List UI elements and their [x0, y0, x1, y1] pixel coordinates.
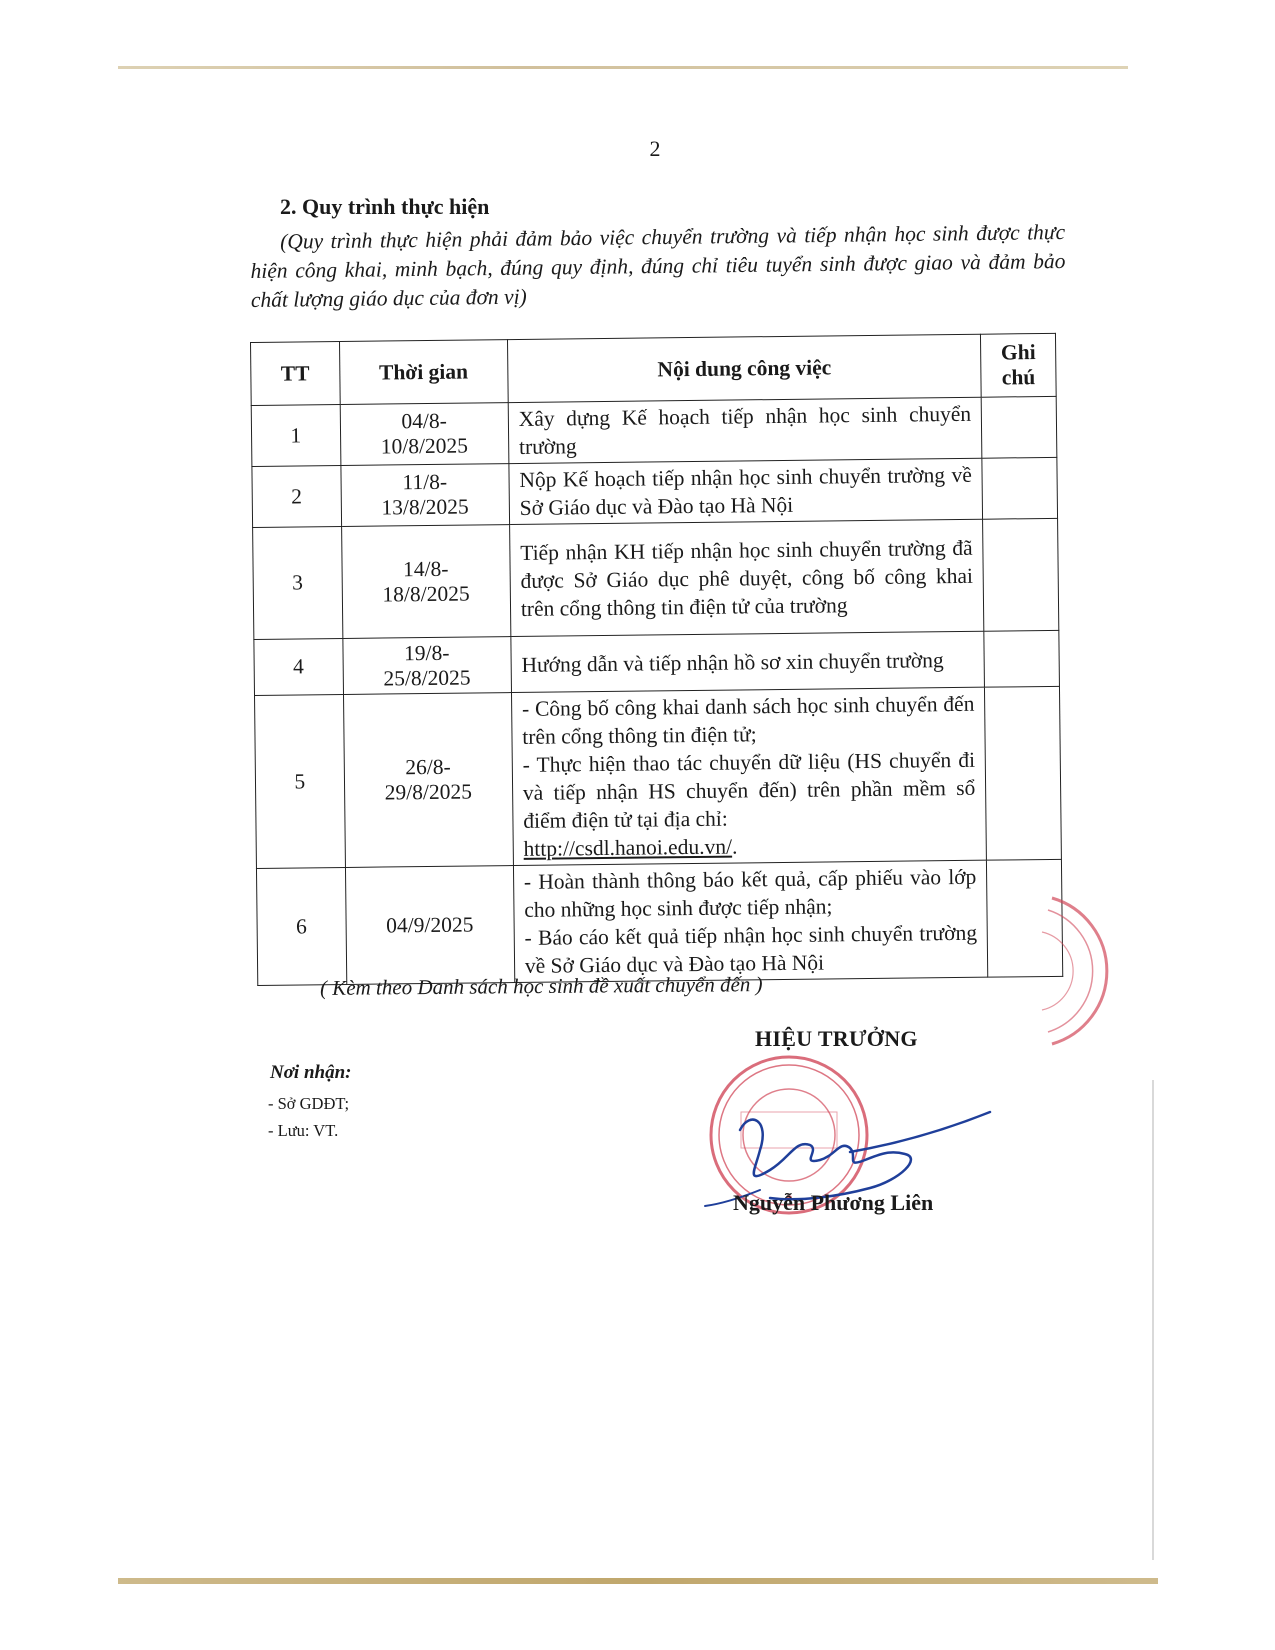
recipient-item: - Lưu: VT.	[268, 1121, 339, 1140]
scan-edge-right	[1152, 1080, 1154, 1560]
cell-tt: 4	[254, 638, 343, 695]
header-time: Thời gian	[339, 340, 508, 405]
header-content: Nội dung công việc	[507, 334, 981, 402]
header-note	[981, 333, 1056, 397]
cell-tt: 3	[253, 526, 343, 639]
table-row	[252, 457, 1058, 527]
side-seal-icon	[1012, 892, 1122, 1052]
table-row	[253, 518, 1059, 639]
table-row	[256, 859, 1062, 985]
address-suffix: .	[731, 834, 738, 859]
table-row	[251, 396, 1057, 466]
time-line2: 29/8/2025	[384, 779, 473, 805]
scan-edge-top	[118, 66, 1128, 69]
address-line	[523, 830, 976, 863]
cell-content: Nộp Kế hoạch tiếp nhận học sinh chuyển trường về Sở Giáo dục và Đào tạo Hà Nội	[509, 458, 983, 524]
time-line2: 10/8/2025	[380, 433, 469, 459]
cell-content	[513, 860, 988, 982]
time-line1: 19/8-	[403, 640, 450, 665]
cell-content: Hướng dẫn và tiếp nhận hồ sơ xin chuyển trường	[511, 631, 985, 692]
cell-note	[983, 518, 1059, 631]
cell-tt: 2	[252, 465, 341, 527]
cell-content: Xây dựng Kế hoạch tiếp nhận học sinh chuyển trường	[508, 397, 982, 463]
page-number: 2	[649, 136, 661, 161]
cell-tt: 5	[255, 694, 345, 868]
table-row	[255, 686, 1062, 868]
content-line: - Thực hiện thao tác chuyển dữ liệu (HS chuyển đi và tiếp nhận HS chuyển đến) trên phần mềm sổ điểm điện tử tại địa chỉ:	[522, 747, 976, 833]
cell-note	[981, 396, 1056, 458]
cell-content	[511, 687, 986, 865]
cell-content: Tiếp nhận KH tiếp nhận học sinh chuyển trường đã được Sở Giáo dục phê duyệt, công bố công khai trên cổng thông tin điện tử của trường	[509, 519, 984, 636]
section-heading: 2. Quy trình thực hiện	[280, 194, 490, 219]
time-line1: 11/8-	[402, 469, 448, 495]
signer-name: Nguyễn Phương Liên	[733, 1190, 934, 1215]
header-note-line2: chú	[1001, 365, 1036, 390]
address-link[interactable]: http://csdl.hanoi.edu.vn/	[523, 834, 733, 861]
cell-note	[984, 630, 1059, 687]
time-line1: 14/8-	[402, 556, 449, 581]
header-tt: TT	[251, 341, 340, 405]
signer-title: HIỆU TRƯỞNG	[755, 1026, 918, 1051]
recipient-item: - Sở GDĐT;	[268, 1094, 350, 1113]
content-line: - Hoàn thành thông báo kết quả, cấp phiếu vào lớp cho những học sinh được tiếp nhận;	[523, 864, 977, 922]
recipients-title: Nơi nhận:	[270, 1062, 352, 1083]
attachment-note: ( Kèm theo Danh sách học sinh đề xuất chuyển đến )	[319, 972, 763, 1000]
table-row	[254, 630, 1060, 695]
time-line1: 26/8-	[405, 754, 451, 780]
table-header-row	[251, 333, 1057, 405]
header-note-line1: Ghi	[1000, 340, 1036, 365]
cell-time	[343, 693, 513, 868]
time-line2: 18/8/2025	[382, 581, 470, 607]
time-line1: 04/9/2025	[386, 912, 474, 937]
content-line: - Công bố công khai danh sách học sinh chuyển đến trên cổng thông tin điện tử;	[521, 691, 975, 749]
process-table	[250, 333, 1063, 986]
cell-note	[985, 686, 1062, 860]
content-line: - Báo cáo kết quả tiếp nhận học sinh chuyển trường về Sở Giáo dục và Đào tạo Hà Nội	[524, 920, 978, 978]
time-line2: 25/8/2025	[383, 665, 471, 691]
cell-tt: 6	[256, 867, 346, 985]
cell-time	[341, 525, 511, 639]
cell-time	[340, 403, 509, 466]
section-note: (Quy trình thực hiện phải đảm bảo việc chuyển trường và tiếp nhận học sinh được thực hiện công khai, minh bạch, đúng quy định, đúng chỉ tiêu tuyển sinh được giao và đảm bảo chất lượng giáo dục của đơn vị)	[250, 220, 1066, 312]
scan-edge-bottom	[118, 1578, 1158, 1584]
time-line1: 04/8-	[401, 408, 447, 434]
cell-time	[345, 866, 515, 985]
cell-note	[982, 457, 1057, 519]
cell-time	[342, 637, 511, 695]
cell-tt: 1	[251, 404, 340, 466]
time-line2: 13/8/2025	[381, 494, 469, 520]
cell-time	[340, 464, 509, 527]
